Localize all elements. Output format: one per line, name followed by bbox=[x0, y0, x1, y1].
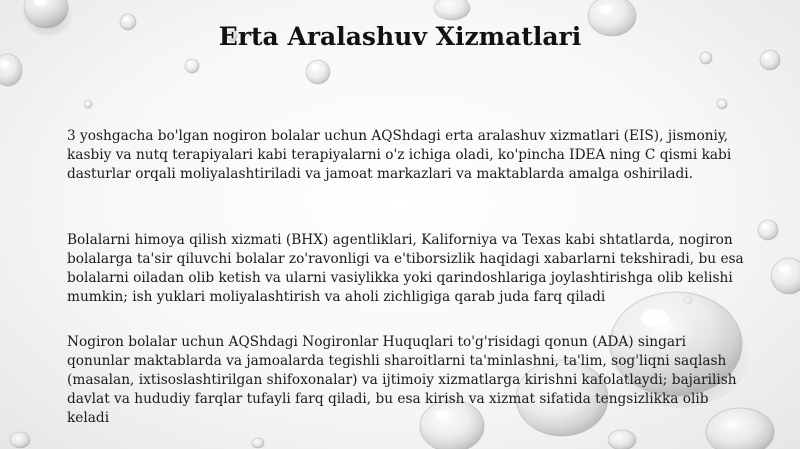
paragraph-disability-law: Nogiron bolalar uchun AQShdagi Nogironlar Huquqlari to'g'risidagi qonun (ADA) singari qonunlar maktablarda va jamoalarda tegishli sharoitlarni ta'minlashni, ta'lim, sog'liqni saqlash (masalan, ixtisoslashtirilgan shifoxonalar) va ijtimoiy xizmatlarga kirishni kafolatlaydi; bajarilish davlat va hududiy farqlar tufayli farq qiladi, bu esa kirish va xizmat sifatida tengsizlikka olib keladi bbox=[67, 334, 737, 426]
droplet bbox=[84, 100, 92, 108]
droplet bbox=[10, 432, 30, 448]
droplet bbox=[700, 52, 712, 64]
paragraph-early-intervention: 3 yoshgacha bo'lgan nogiron bolalar uchun AQShdagi erta aralashuv xizmatlari (EIS), jismoniy, kasbiy va nutq terapiyalari kabi terapiyalarni o'z ichiga oladi, ko'pincha IDEA ning C qismi kabi dasturlar orqali moliyalashtiriladi va jamoat markazlari va maktablarda amalga oshiriladi. bbox=[67, 128, 732, 182]
droplet bbox=[434, 0, 470, 20]
droplet bbox=[0, 54, 22, 86]
droplet bbox=[760, 50, 780, 70]
droplet bbox=[306, 60, 330, 84]
paragraph-child-protection: Bolalarni himoya qilish xizmati (BHX) agentliklari, Kaliforniya va Texas kabi shtatlarda, nogiron bolalarga ta'sir qiluvchi bolalar zo'ravonligi va e'tiborsizlik haqidagi xabarlarni tekshiradi, bu esa bolalarni oiladan olib ketish va ularni vasiylikka yoki qarindoshlariga joylashtirishga olib kelishi mumkin; ish yuklari moliyalashtirish va aholi zichligiga qarab juda farq qiladi bbox=[67, 232, 744, 305]
droplet bbox=[608, 430, 636, 449]
slide-title: Erta Aralashuv Xizmatlari bbox=[218, 22, 582, 51]
droplet bbox=[717, 99, 727, 109]
droplet bbox=[185, 59, 199, 73]
droplet bbox=[758, 220, 778, 240]
droplet bbox=[771, 258, 800, 294]
droplet bbox=[252, 438, 264, 448]
